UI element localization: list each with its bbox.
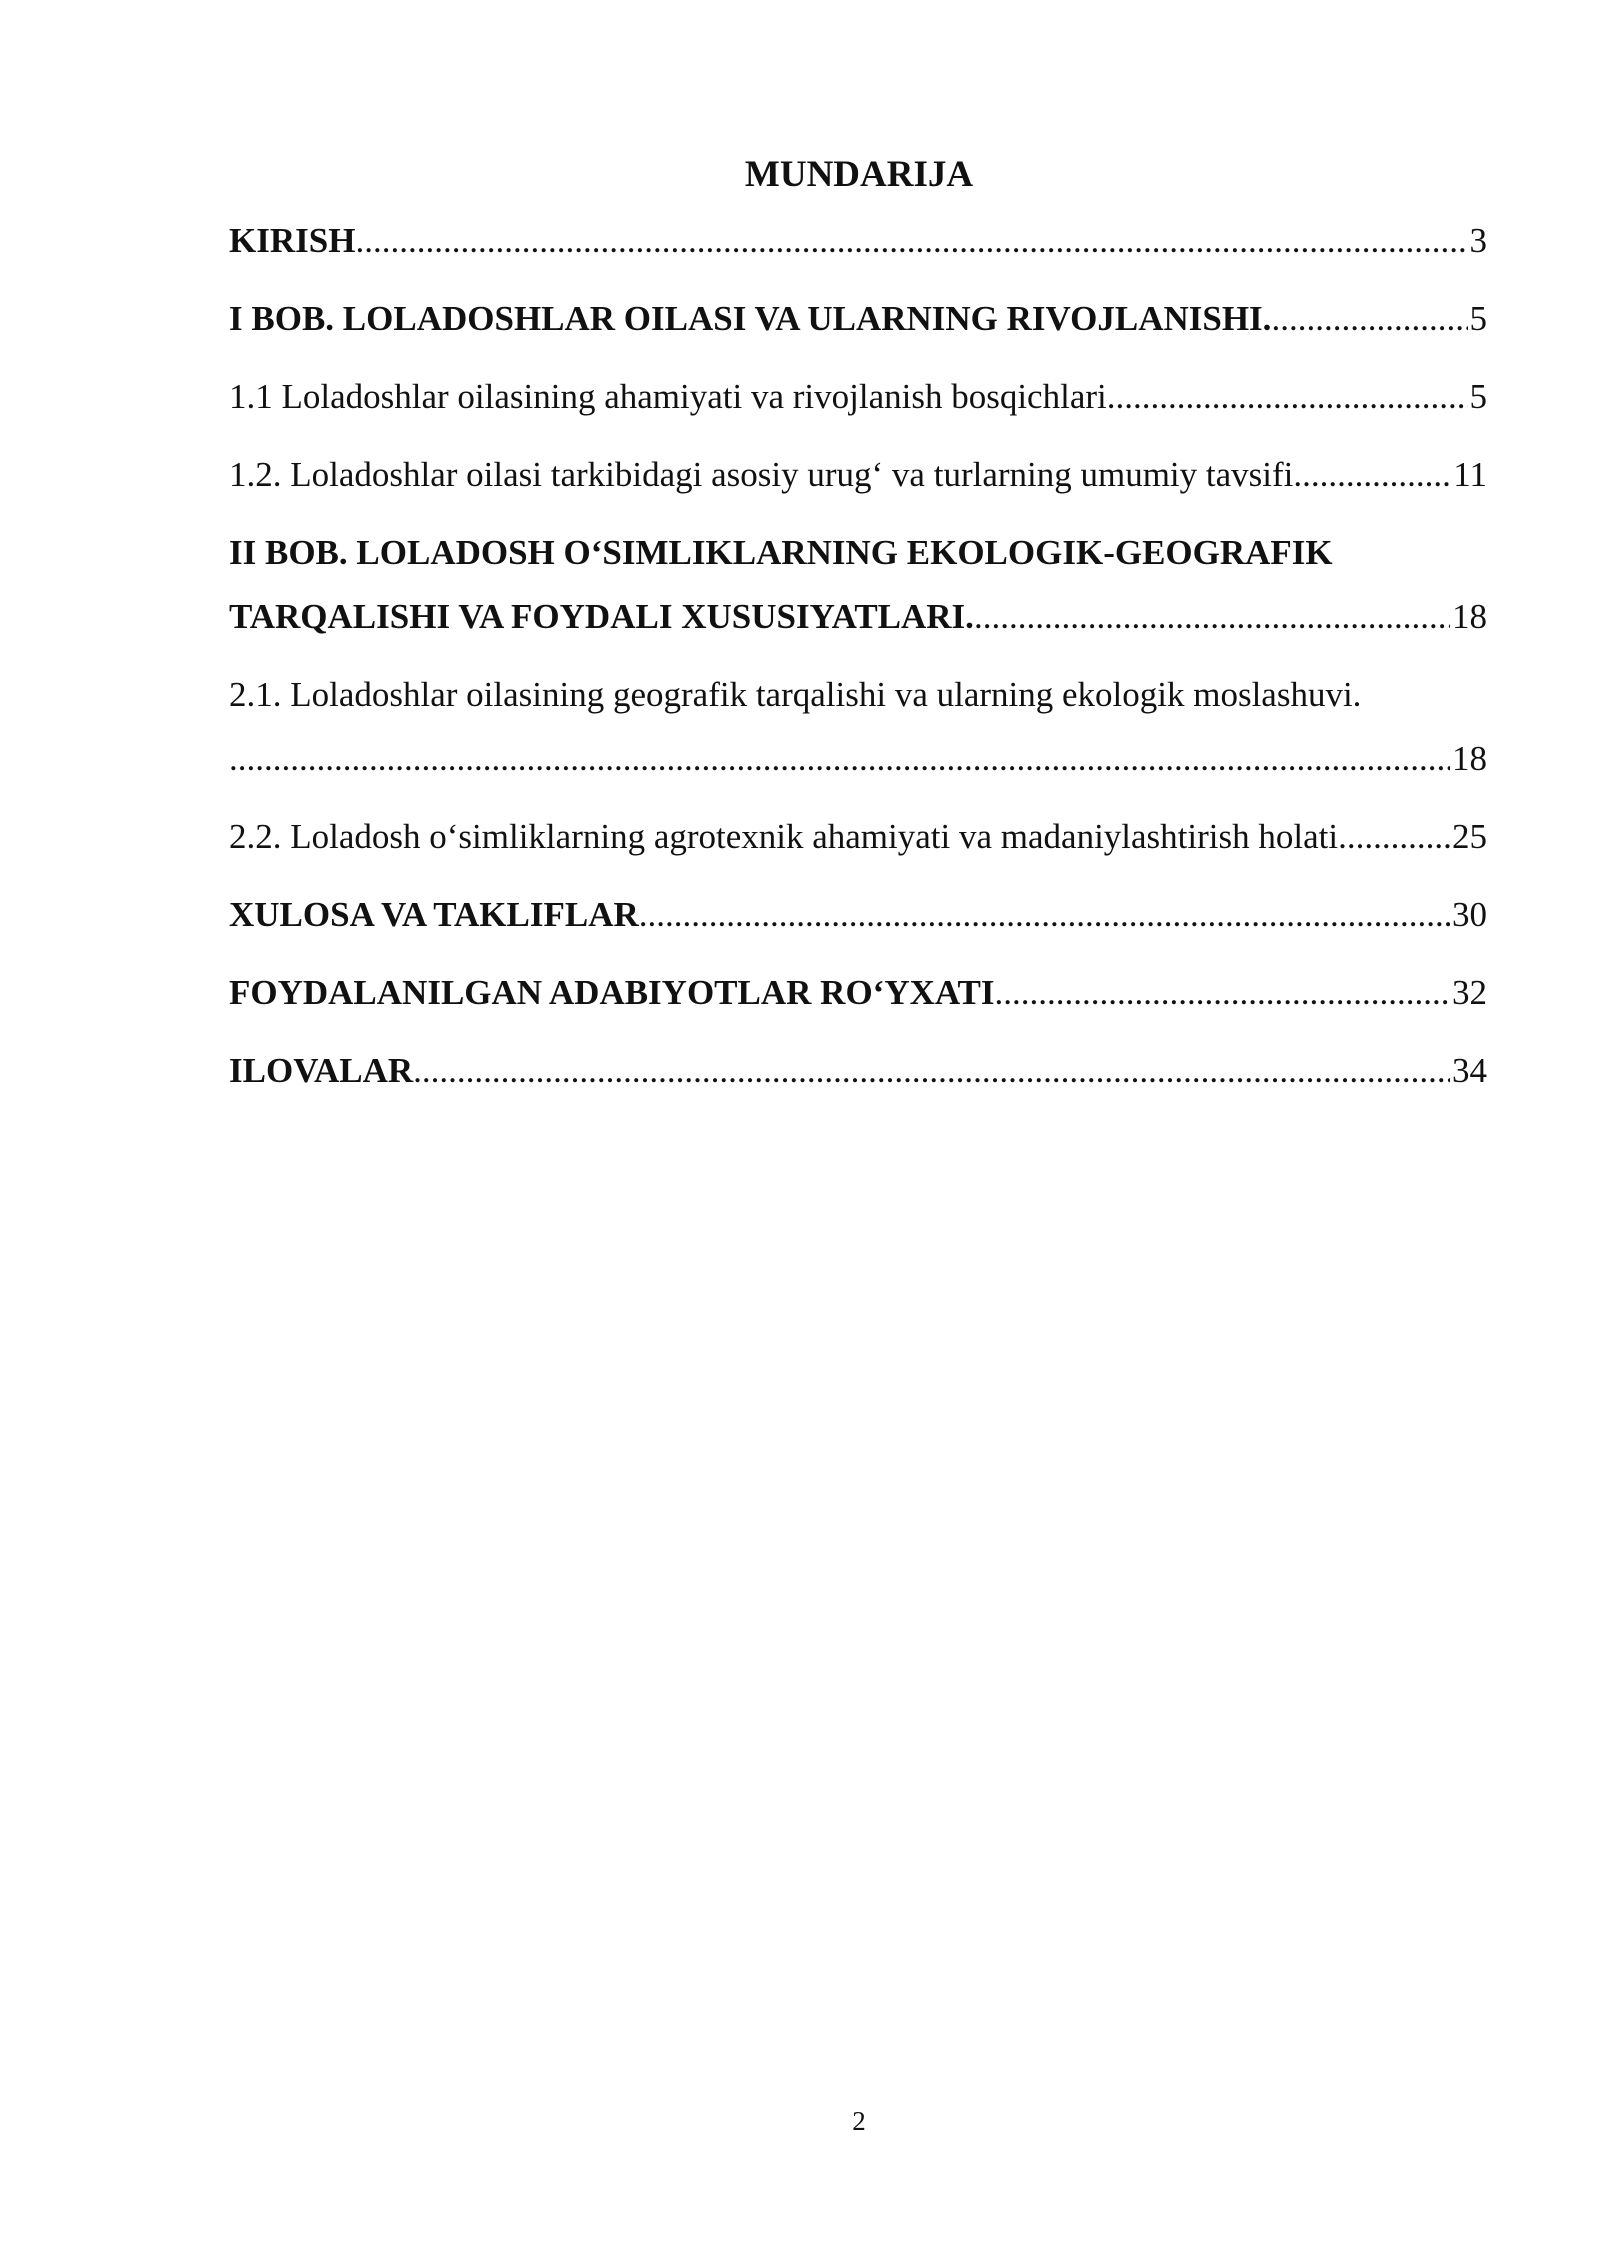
toc-entry-label: XULOSA VA TAKLIFLAR xyxy=(229,895,639,934)
toc-entry-label: ILOVALAR xyxy=(229,1051,414,1090)
toc-entry-section-2-1-line2[interactable] xyxy=(229,736,1487,782)
toc-entry-label: II BOB. LOLADOSH O‘SIMLIKLARNING EKOLOGIK-GEOGRAFIK xyxy=(229,533,1333,572)
dot-leader xyxy=(1271,296,1467,342)
toc-entry-page: 25 xyxy=(1452,817,1487,856)
dot-leader xyxy=(229,736,1450,782)
toc-entry-label: 2.2. Loladosh o‘simliklarning agrotexnik ahamiyati va madaniylashtirish holati xyxy=(229,817,1339,856)
toc-entry-references[interactable] xyxy=(229,970,1487,1016)
toc-entry-kirish[interactable] xyxy=(229,218,1487,264)
toc-entry-label: 2.1. Loladoshlar oilasining geografik tarqalishi va ularning ekologik moslashuvi. xyxy=(229,675,1362,714)
dot-leader xyxy=(974,594,1450,640)
page-number: 2 xyxy=(852,2106,866,2136)
toc-entry-section-1-1[interactable] xyxy=(229,374,1487,420)
toc-entry-label: TARQALISHI VA FOYDALI XUSUSIYATLARI. xyxy=(229,597,974,636)
dot-leader xyxy=(1302,452,1451,498)
toc-entry-page: 34 xyxy=(1452,1051,1487,1090)
toc-entry-conclusion[interactable] xyxy=(229,892,1487,938)
toc-entry-chapter-2-line2[interactable] xyxy=(229,594,1487,640)
toc-entry-page: 30 xyxy=(1452,895,1487,934)
toc-entry-page: 3 xyxy=(1469,221,1487,260)
toc-entry-appendices[interactable] xyxy=(229,1048,1487,1094)
dot-leader xyxy=(355,218,1467,264)
toc-entry-label: I BOB. LOLADOSHLAR OILASI VA ULARNING RIVOJLANISHI. xyxy=(229,299,1272,338)
dot-leader xyxy=(1107,374,1468,420)
toc-title: MUNDARIJA xyxy=(744,154,974,195)
toc-entry-label: KIRISH xyxy=(229,221,356,260)
toc-entry-page: 18 xyxy=(1452,597,1487,636)
toc-entry-label: FOYDALANILGAN ADABIYOTLAR RO‘YXATI xyxy=(229,973,995,1012)
toc-entry-page: 32 xyxy=(1452,973,1487,1012)
dot-leader xyxy=(995,970,1450,1016)
toc-entry-section-1-2[interactable] xyxy=(229,452,1487,498)
toc-entry-chapter-1[interactable] xyxy=(229,296,1487,342)
dot-leader xyxy=(1338,814,1450,860)
toc-entry-page: 5 xyxy=(1469,377,1487,416)
toc-entry-section-2-1-line1[interactable] xyxy=(229,672,1487,718)
toc-entry-page: 5 xyxy=(1469,299,1487,338)
toc-entry-page: 18 xyxy=(1452,739,1487,778)
toc-entry-label: 1.2. Loladoshlar oilasi tarkibidagi asosiy urug‘ va turlarning umumiy tavsifi. xyxy=(229,455,1303,494)
toc-entry-page: 11 xyxy=(1453,455,1487,494)
toc-entry-chapter-2-line1[interactable] xyxy=(229,530,1487,576)
dot-leader xyxy=(639,892,1450,938)
toc-entry-label: 1.1 Loladoshlar oilasining ahamiyati va rivojlanish bosqichlari xyxy=(229,377,1107,416)
dot-leader xyxy=(413,1048,1450,1094)
toc-entry-section-2-2[interactable] xyxy=(229,814,1487,860)
